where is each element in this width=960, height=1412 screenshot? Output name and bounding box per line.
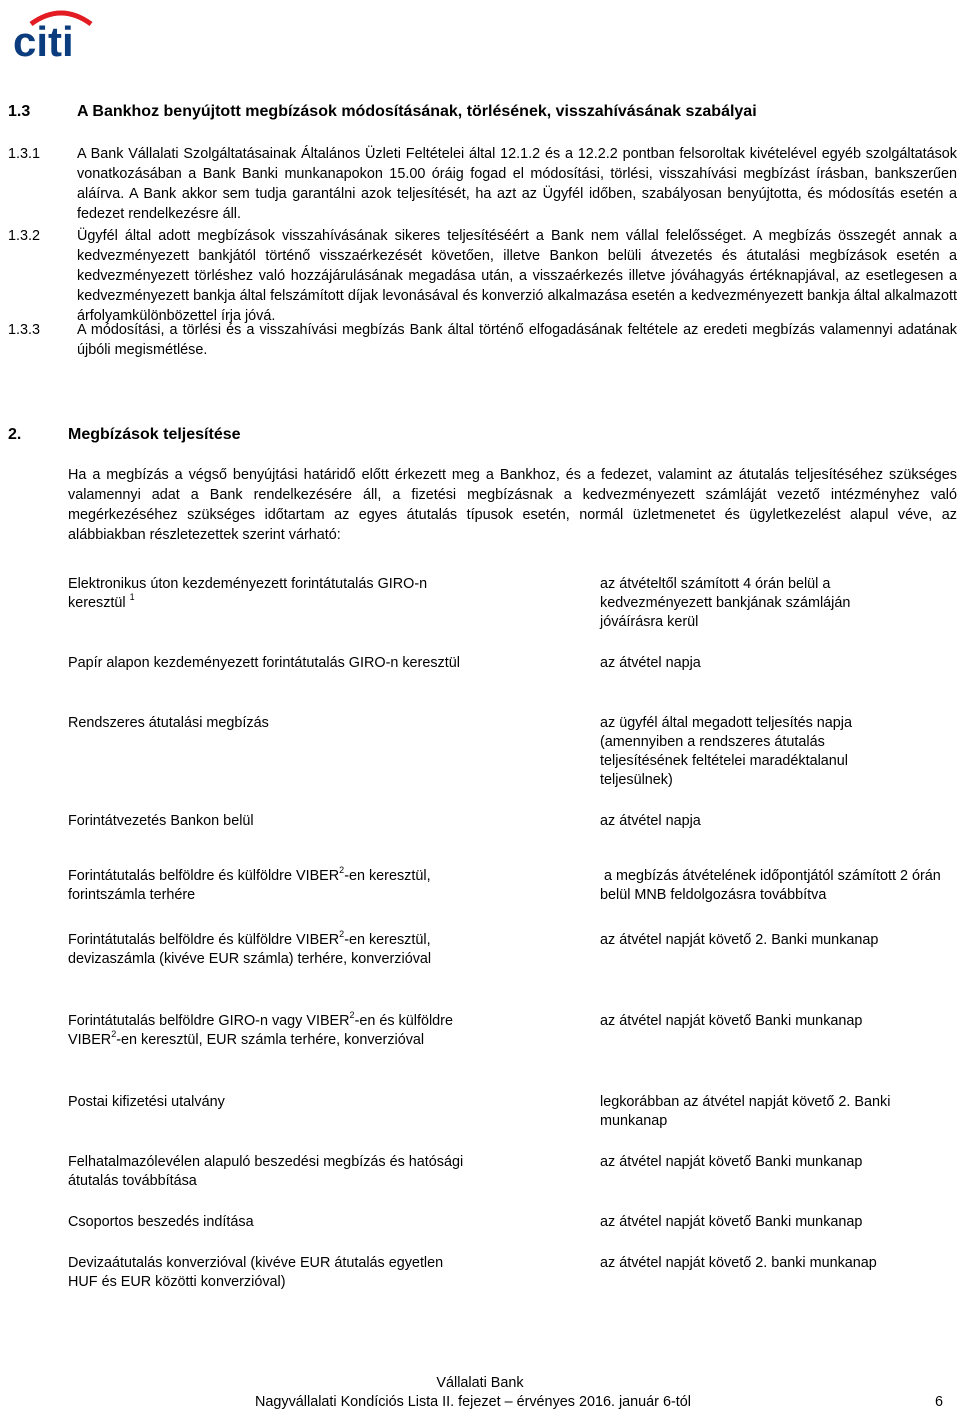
row-value: az átvétel napját követő Banki munkanap <box>600 1013 863 1029</box>
paragraph: A módosítási, a törlési és a visszahívási megbízás Bank által történő elfogadásának feltétele az eredeti megbízás valamennyi adatának újbóli megismétlése. <box>77 322 957 358</box>
subsection-number: 1.3.1 <box>8 146 41 162</box>
row-value: a megbízás átvételének időpontjától számított 2 órán belül MNB feldolgozásra továbbítva <box>600 868 945 903</box>
row-label-cont: -en keresztül, EUR számla terhére, konverzióval <box>116 1032 425 1048</box>
section-number: 2. <box>8 426 22 443</box>
row-label: Elektronikus úton kezdeményezett forintátutalás GIRO-n keresztül <box>68 576 428 611</box>
section-title: Megbízások teljesítése <box>68 426 241 443</box>
intro-paragraph: Ha a megbízás a végső benyújtási határidő előtt érkezett meg a Bankhoz, és a fedezet, valamint az átutalás teljesítéséhez szükséges valamennyi adat a Bank rendelkezésére áll, a fizetési megbízásnak a kedvezményezett számláját vezető intézményhez való megérkezéséhez szükséges időtartam az egyes átutalás típusok esetén, normál üzletmenetet és ügyletkezelést alapul véve, az alábbiakban részletezettek szerint várható: <box>68 467 957 543</box>
row-value: az átvétel napja <box>600 813 701 829</box>
row-label: Rendszeres átutalási megbízás <box>68 715 269 731</box>
footer-bank: Vállalati Bank <box>436 1375 524 1391</box>
row-label-cont: -en és külföldre VIBER <box>68 1013 453 1048</box>
section-title: A Bankhoz benyújtott megbízások módosításának, törlésének, visszahívásának szabályai <box>77 103 757 120</box>
row-label: Felhatalmazólevélen alapuló beszedési megbízás és hatósági átutalás továbbítása <box>68 1154 464 1189</box>
row-value: az átvétel napját követő Banki munkanap <box>600 1214 863 1230</box>
row-label: Devizaátutalás konverzióval (kivéve EUR átutalás egyetlen HUF és EUR közötti konverzióval) <box>68 1255 444 1290</box>
row-label-cont: -en keresztül, devizaszámla (kivéve EUR számla) terhére, konverzióval <box>68 932 432 967</box>
paragraph: A Bank Vállalati Szolgáltatásainak Általános Üzleti Feltételei által 12.1.2 és a 12.2.2 pontban felsoroltak kivételével egyéb szolgáltatások vonatkozásában a Bank Banki munkanapokon 15.00 óráig fogad el módosítási, törlési, visszahívási megbízást írásban, bankszerűen aláírva. A Bank akkor sem tudja garantálni azok teljesítését, ha azt az Ügyfél időben, szabályosan benyújtotta, és módosítás esetén a fedezet rendelkezésre áll. <box>77 146 957 222</box>
page-number: 6 <box>935 1394 944 1410</box>
footnote-ref: 2 <box>349 1010 355 1021</box>
footnote-ref: 2 <box>339 929 345 940</box>
footnote-ref: 1 <box>129 592 135 603</box>
row-value: legkorábban az átvétel napját követő 2. Banki munkanap <box>600 1094 891 1129</box>
row-value: az átvétel napját követő 2. Banki munkanap <box>600 932 879 948</box>
footnote-ref: 2 <box>111 1029 117 1040</box>
row-label: Forintátutalás belföldre GIRO-n vagy VIBER <box>68 1013 350 1029</box>
row-value: az átvétel napja <box>600 655 701 671</box>
logo-text: citi <box>13 18 74 60</box>
row-value: az átvétel napját követő 2. banki munkanap <box>600 1255 877 1271</box>
footer-title: Nagyvállalati Kondíciós Lista II. fejezet – érvényes 2016. január 6-tól <box>255 1394 691 1410</box>
subsection-number: 1.3.3 <box>8 322 41 338</box>
row-value: az ügyfél által megadott teljesítés napja (amennyiben a rendszeres átutalás teljesítésének feltételei maradéktalanul teljesülnek) <box>600 715 852 788</box>
citi-logo <box>13 6 93 60</box>
section-number: 1.3 <box>8 103 31 120</box>
footnote-ref: 2 <box>339 865 345 876</box>
paragraph: Ügyfél által adott megbízások visszahívásának sikeres teljesítéséért a Bank nem vállal felelősséget. A megbízás összegét annak a kedvezményezett bankjától történő visszaérkezését követően, illetve Bankon belüli átvezetés és átutalási megbízások esetén a kedvezményezett törléshez való hozzájárulásának megadása után, a visszaérkezés illetve jóváhagyás értéknapjával, az esetlegesen a kedvezményezett bankja által felszámított díjak levonásával és konverzió alkalmazása esetén a kedvezményezett bankja által alkalmazott árfolyamkülönbözettel írja jóvá. <box>77 228 957 324</box>
paragraph-cont: A Bank akkor sem tudja garantálni azok teljesítését, ha azt az Ügyfél időben, szabályosan benyújtotta, és módosítás esetén a fedezet rendelkezésre áll. <box>77 186 957 222</box>
row-label: Postai kifizetési utalvány <box>68 1094 225 1110</box>
row-label: Forintátutalás belföldre és külföldre VIBER <box>68 868 340 884</box>
row-label: Forintátutalás belföldre és külföldre VIBER <box>68 932 340 948</box>
row-label: Forintátvezetés Bankon belül <box>68 813 254 829</box>
row-label: Csoportos beszedés indítása <box>68 1214 254 1230</box>
row-label: Papír alapon kezdeményezett forintátutalás GIRO-n keresztül <box>68 655 460 671</box>
row-value: az átvételtől számított 4 órán belül a kedvezményezett bankjának számláján jóváírásra kerül <box>600 576 851 630</box>
row-value: az átvétel napját követő Banki munkanap <box>600 1154 863 1170</box>
subsection-number: 1.3.2 <box>8 228 41 244</box>
row-label-cont: -en keresztül, forintszámla terhére <box>68 868 431 903</box>
